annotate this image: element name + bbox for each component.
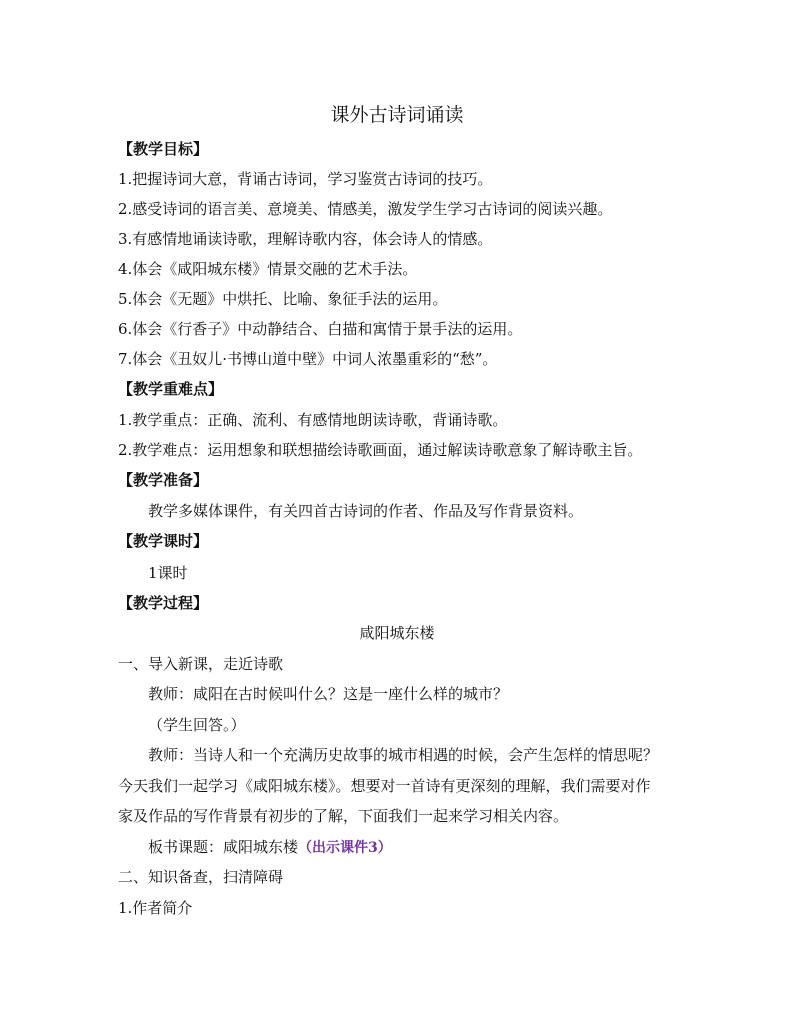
key-point-item-2: 2.教学难点：运用想象和联想描绘诗歌画面，通过解读诗歌意象了解诗歌主旨。 [118, 441, 643, 459]
teacher-paragraph-line-3: 家及作品的写作背景有初步的了解，下面我们一起来学习相关内容。 [118, 807, 569, 825]
key-points-heading: 【教学重难点】 [118, 380, 224, 398]
section-2-heading: 二、知识备查，扫清障碍 [118, 868, 284, 886]
courseware-note: （出示课件3） [298, 840, 392, 856]
teacher-paragraph-line-2: 今天我们一起学习《咸阳城东楼》。想要对一首诗有更深刻的理解，我们需要对作 [118, 777, 651, 795]
poem-title: 咸阳城东楼 [359, 624, 435, 642]
preparation-text: 教学多媒体课件，有关四首古诗词的作者、作品及写作背景资料。 [148, 502, 584, 520]
objective-item-4: 4.体会《咸阳城东楼》情景交融的艺术手法。 [118, 260, 418, 278]
author-intro-heading: 1.作者简介 [118, 899, 193, 917]
periods-text: 1课时 [148, 564, 188, 582]
objective-item-1: 1.把握诗词大意，背诵古诗词，学习鉴赏古诗词的技巧。 [118, 170, 493, 188]
document-title: 课外古诗词诵读 [330, 104, 464, 126]
preparation-heading: 【教学准备】 [118, 471, 209, 489]
key-point-item-1: 1.教学重点：正确、流利、有感情地朗读诗歌，背诵诗歌。 [118, 411, 508, 429]
objective-item-5: 5.体会《无题》中烘托、比喻、象征手法的运用。 [118, 290, 448, 308]
board-title-line [148, 836, 392, 859]
objective-item-2: 2.感受诗词的语言美、意境美、情感美，激发学生学习古诗词的阅读兴趣。 [118, 200, 613, 218]
process-heading: 【教学过程】 [118, 594, 209, 612]
objective-item-3: 3.有感情地诵读诗歌，理解诗歌内容，体会诗人的情感。 [118, 230, 493, 248]
periods-heading: 【教学课时】 [118, 532, 209, 550]
teacher-paragraph-line-1: 教师：当诗人和一个充满历史故事的城市相遇的时候，会产生怎样的情思呢？ [148, 746, 659, 764]
objectives-heading: 【教学目标】 [118, 140, 209, 158]
objective-item-7: 7.体会《丑奴儿·书博山道中壁》中词人浓墨重彩的“愁”。 [118, 350, 498, 368]
board-title-text: 板书课题：咸阳城东楼 [148, 838, 299, 856]
section-1-heading: 一、导入新课，走近诗歌 [118, 655, 284, 673]
teacher-question-1: 教师：咸阳在古时候叫什么？这是一座什么样的城市？ [148, 685, 509, 703]
student-answer-1: （学生回答。） [148, 716, 246, 734]
objective-item-6: 6.体会《行香子》中动静结合、白描和寓情于景手法的运用。 [118, 320, 523, 338]
